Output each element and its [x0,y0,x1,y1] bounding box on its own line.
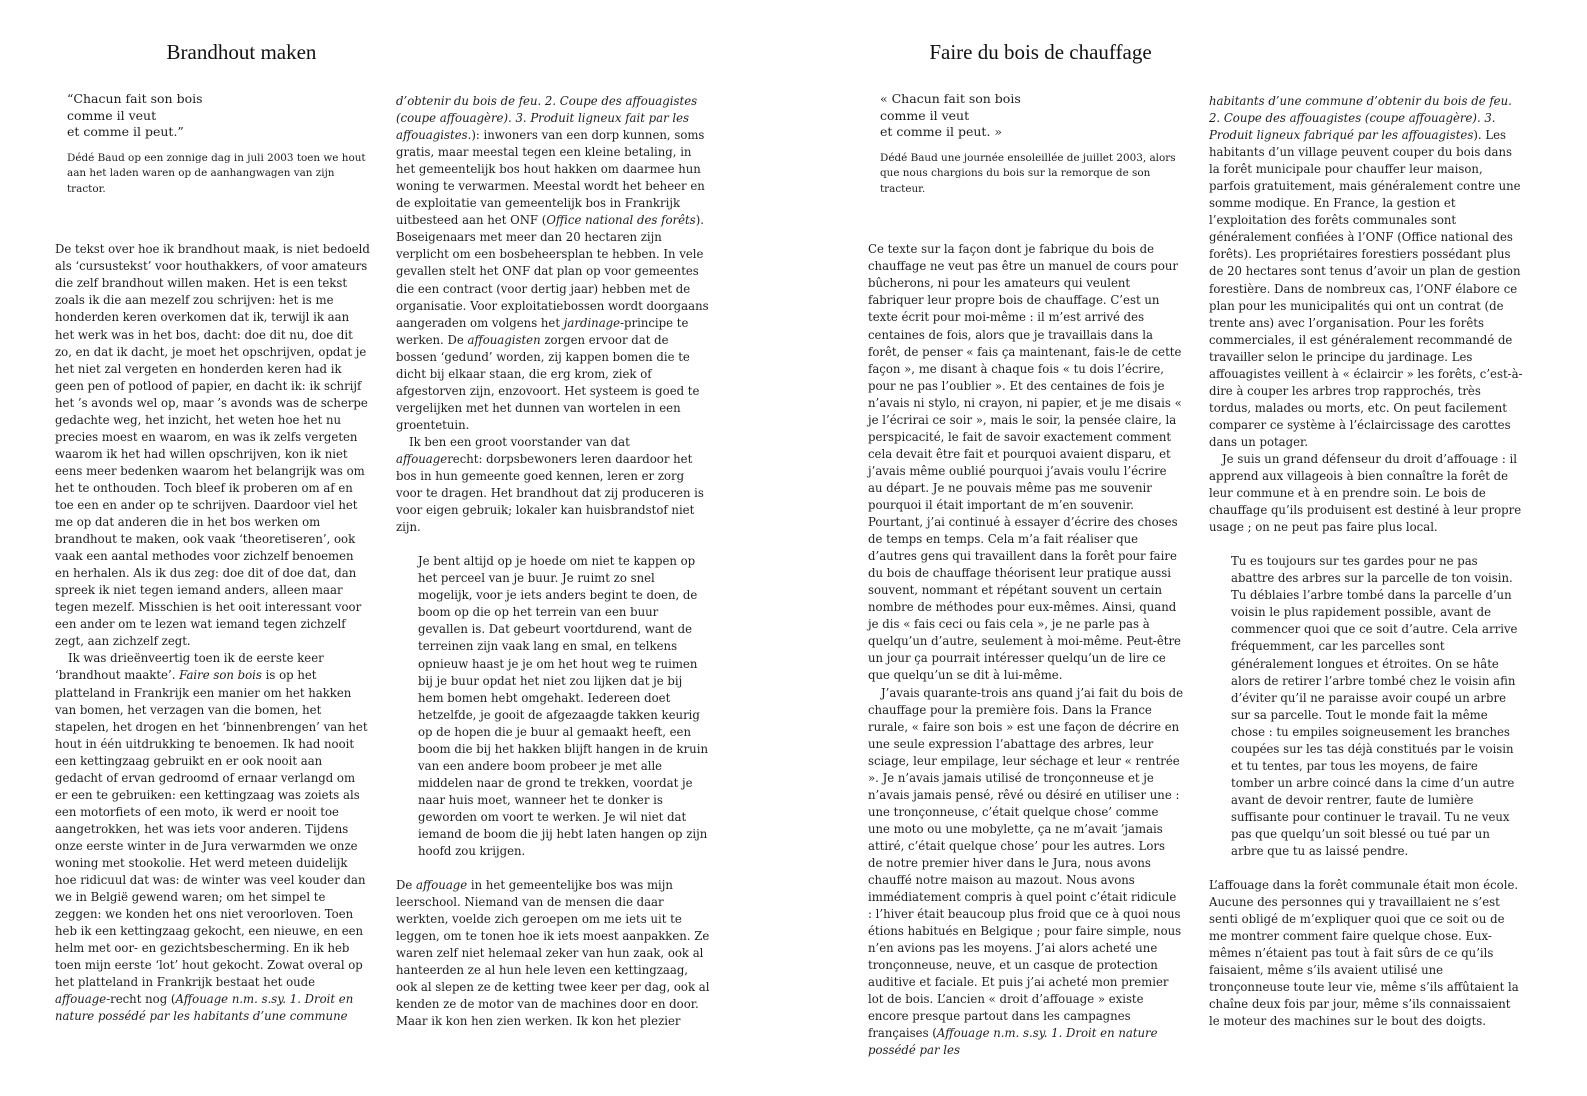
text-run: De [396,878,413,893]
spacer [396,860,711,877]
italic-term: affouage [55,992,107,1007]
left-page [0,0,793,1096]
quote-line: comme il veut [880,107,970,123]
paragraph: De tekst over hoe ik brandhout maak, is niet bedoeld als ‘cursustekst’ voor houthakkers, of voor amateurs die zelf brandhout willen maken. Het is een tekst zoals ik die aan mezelf zou schrijven: het is me honderden keren overkomen dat ik, terwijl ik aan het werk was in het bos, dacht: doe dit nu, doe dit zo, en dat ik dacht, je moet het opschrijven, opdat je het niet zal vergeten en honderden keren had ik geen pen of potlood of papier, en dacht ik: ik schrijf het ’s avonds wel op, maar ’s avonds was de scherpe gedachte weg, het inzicht, het weten hoe het nu precies moest en waarom, en was ik zelfs vergeten waarom ik het had willen opschrijven, kon ik niet eens meer bedenken waarom het belangrijk was om het te onthouden. Toch bleef ik proberen om af en toe een en ander op te schrijven. Daardoor viel het me op dat anderen die in het bos werken om brandhout te maken, ook vaak ‘theoretiseren’, ook vaak een aantal methodes voor zichzelf benoemen en herhalen. Als ik dus zeg: doe dit of doe dat, dan spreek ik niet tegen iemand anders, alleen maar tegen mezelf. Misschien is het ooit interessant voor een ander om te lezen wat iemand tegen zichzelf zegt, aan zichzelf zegt. [55,242,370,649]
italic-term: Office national des forêts [546,213,696,228]
text-run: Ik ben een groot voorstander van dat [409,434,630,449]
text-column-1 [868,91,1183,1060]
epigraph-quote [868,91,1183,141]
text-run: ): inwoners van een dorp kunnen, soms gratis, maar meestal tegen een kleine betaling, in het gemeentelijk bos hout hakken om daarmee hun woning te verwarmen. Meestal wordt het beheer en de exploitatie van gemeentelijk bos in Frankrijk uitbesteed aan het ONF ( [396,128,705,228]
spacer [1209,536,1524,553]
paragraph: Ce texte sur la façon dont je fabrique du bois de chauffage ne veut pas être un manuel de cours pour bûcherons, ni pour les amateurs qui veulent fabriquer leur propre bois de chauffage. C’est un texte écrit pour moi-même : il m’est arrivé des centaines de fois, alors que je travaillais dans la forêt, de penser « fais ça maintenant, fais-le de cette façon », me disant à chaque fois « tu dois l’écrire, pour ne pas l’oublier ». Et des centaines de fois je n’avais ni stylo, ni crayon, ni papier, et je me disais « je l’écrirai ce soir », mais le soir, la pensée claire, la perspicacité, le fait de savoir exactement comment cela devait être fait et pourquoi avaient disparu, et j’avais même oublié pourquoi j’avais voulu l’écrire au départ. Je ne pouvais même pas me souvenir pourquoi il était important de m’en souvenir. Pourtant, j’ai continué à essayer d’écrire des choses de temps en temps. Cela m’a fait réaliser que d’autres gens qui travaillent dans la forêt pour faire du bois de chauffage théorisent leur pratique aussi souvent, nommant et répétant souvent un certain nombre de méthodes pour eux-mêmes. Ainsi, quand je dis « fais ceci ou fais cela », je ne parle pas à quelqu’un d’autre, seulement à moi-même. Peut-être un jour ça pourrait intéresser quelqu’un de lire ce que quelqu’un se dit à lui-même. [868,242,1182,683]
text-column-2 [1209,93,1524,1030]
italic-term: Faire son bois [179,668,262,683]
photo-caption: Dédé Baud op een zonnige dag in juli 2003 toen we hout aan het laden waren op de aanhangwagen van zijn tractor. [67,151,366,195]
paragraph [396,877,711,1030]
text-run: zorgen ervoor dat de bossen ‘gedund’ worden, zij kappen bomen die te dicht bij elkaar staan, die erg krom, ziek of afgestorven zijn, enzovoort. Het systeem is goed te vergelijken met het dunnen van wortelen in een groentetuin. [396,332,700,432]
text-run: -principe te werken. De [396,315,689,347]
quote-line: et comme il peut. » [880,124,1003,139]
indented-block: Tu es toujours sur tes gardes pour ne pas abattre des arbres sur la parcelle de ton voisin. Tu déblaies l’arbre tombé dans la parcelle d’un voisin le plus rapidement possible, avant de commencer quoi que ce soit d’autre. Cela arrive fréquemment, car les parcelles sont généralement longues et étroites. On se hâte alors de retirer l’arbre tombé chez le voisin afin d’éviter qu’il ne paraisse avoir coupé un arbre sur sa parcelle. Tout le monde fait la même chose : tu empiles soigneusement les branches coupées sur les tas déjà constitués par le voisin et tu tentes, par tous les moyens, de faire tomber un arbre coincé dans la cime d’un autre avant de devoir rentrer, faute de lumière suffisante pour continuer le travail. Tu ne veux pas que quelqu’un soit blessé ou tué par un arbre que tu as laissé pendre. [1231,554,1518,859]
text-run: recht: dorpsbewoners leren daardoor het bos in hun gemeente goed kennen, leren er zorg voor te dragen. Het brandhout dat zij produceren is voor eigen gebruik; lokaler kan huisbrandstof niet zijn. [396,451,704,535]
text-run: ). Boseigenaars met meer dan 20 hectaren zijn verplicht om een bosbeheersplan te hebben. In vele gevallen stelt het ONF dat plan op voor gemeentes die een contract (voor dertig jaar) hebben met de organisatie. Voor exploitatiebossen wordt doorgaans aangeraden om volgens het [396,213,709,330]
paragraph [1209,93,1524,451]
paragraph: Je suis un grand défenseur du droit d’affouage : il apprend aux villageois à bien connaître la forêt de leur commune et à en prendre soin. Le bois de chauffage qu’ils produisent est destiné à leur propre usage ; on ne peut pas faire plus local. [1209,451,1522,535]
text-run: Ik was drieënveertig toen ik de eerste keer ‘brandhout maakte’. [55,651,324,683]
italic-definition: Affouage n.m. s.sy. 1. Droit en nature possédé par les habitants d’une commune [55,992,354,1024]
paragraph [868,685,1183,1060]
paragraph: L’affouage dans la forêt communale était mon école. Aucune des personnes qui y travaillaient ne s’est senti obligé de m’expliquer quoi que ce soit ou de me montrer comment faire quelque chose. Eux-mêmes n’étaient pas tout à fait sûrs de ce qu’ils faisaient, même s’ils avaient utilisé une tronçonneuse toute leur vie, même s’ils affûtaient la chaîne deux fois par jour, même s’ils connaissaient le moteur des machines sur le bout des doigts. [1209,878,1519,1029]
text-run: J’avais quarante-trois ans quand j’ai fait du bois de chauffage pour la première fois. Dans la France rurale, « faire son bois » est une façon de décrire en une seule expression l’abattage des arbres, leur sciage, leur empilage, leur séchage et leur « rentrée ». Je n’avais jamais utilisé de tronçonneuse et je n’avais jamais pensé, rêvé ou désiré en utiliser une : une tronçonneuse, c’était quelque chose’ comme une moto ou une mobylette, ça ne m’avait ’jamais attiré, c’était quelque chose’ pour les autres. Lors de notre premier hiver dans le Jura, nous avons chauffé notre maison au mazout. Nous avons immédiatement compris à quel point c’était ridicule : l’hiver était beaucoup plus froid que ce à quoi nous étions habitués en Belgique ; pour faire simple, nous n’en avions pas les moyens. J’ai alors acheté une tronçonneuse, neuve, et un casque de protection auditive et faciale. Et puis j’ai acheté mon premier lot de bois. L’ancien « droit d’affouage » existe encore presque partout dans les campagnes françaises ( [868,685,1183,1041]
quote-line: comme il veut [67,107,157,123]
italic-definition: d’obtenir du bois de feu. 2. Coupe des affouagistes (coupe affouagère). 3. Produit ligneux fait par les affouagistes. [396,94,698,143]
paragraph [396,434,711,536]
page-title: Faire du bois de chauffage [929,40,1152,64]
text-column-2 [396,93,711,1030]
text-run: ). Les habitants d’un village peuvent couper du bois dans la forêt municipale pour chauffer leur maison, parfois gratuitement, mais généralement contre une somme modique. En France, la gestion et l’exploitation des forêts communales sont généralement confiées à l’ONF (Office national des forêts). Les propriétaires forestiers possédant plus de 20 hectares sont tenus d’avoir un plan de gestion forestière. Dans de nombreux cas, l’ONF élabore ce plan pour les municipalités qui ont un contrat (de trente ans) avec l’organisation. Pour les forêts commerciales, il est généralement recommandé de travailler selon le principe du jardinage. Les affouagistes veillent à « éclaircir » les forêts, c’est-à-dire à couper les arbres trop rapprochés, très tordus, malades ou morts, etc. On peut facilement comparer ce système à l’éclaircissage des carottes dans un potager. [1209,128,1523,449]
paragraph [55,650,370,1025]
photo-caption: Dédé Baud une journée ensoleillée de juillet 2003, alors que nous chargions du bois sur la remorque de son tracteur. [880,151,1176,195]
spacer [396,536,711,553]
indented-block: Je bent altijd op je hoede om niet te kappen op het perceel van je buur. Je ruimt zo snel mogelijk, voor je iets anders begint te doen, de boom op die op het terrein van een buur gevallen is. Dat gebeurt voortdurend, want de terreinen zijn vaak lang en smal, en telkens opnieuw haast je je om het hout weg te ruimen bij je buur opdat het niet zou lijken dat je bij hem bomen hebt omgehakt. Iedereen doet hetzelfde, je gooit de afgezaagde takken keurig op de hopen die je buur al gemaakt heeft, een boom die bij het hakken blijft hangen in de kruin van een andere boom probeer je met alle middelen naar de grond te trekken, voordat je naar huis moet, wanneer het te donker is geworden om voort te werken. Je wil niet dat iemand de boom die jij hebt laten hangen op zijn hoofd zou krijgen. [418,554,708,859]
italic-definition: habitants d’une commune d’obtenir du bois de feu. 2. Coupe des affouagistes (coupe affouagère). 3. Produit ligneux fabriqué par les affouagistes [1209,94,1512,143]
italic-term: affouagisten [467,332,541,347]
right-page [794,0,1587,1096]
italic-term: affouage [396,451,448,466]
text-column-1 [55,91,370,1025]
paragraph [396,93,711,434]
text-run: is op het platteland in Frankrijk een manier om het hakken van bomen, het verzagen van die bomen, het stapelen, het drogen en het ‘binnenbrengen’ van het hout in één uitdrukking te benoemen. Ik had nooit een kettingzaag gebruikt en er ook nooit aan gedacht of ervan gedroomd of ernaar verlangd om er een te gebruiken: een kettingzaag was zoiets als een motorfiets of een moto, ik werd er nooit toe aangetrokken, het was iets voor anderen. Tijdens onze eerste winter in de Jura verwarmden we onze woning met stookolie. Het werd meteen duidelijk hoe ridicuul dat was: de winter was veel kouder dan we in België gewend waren; om het simpel te zeggen: we konden het ons niet veroorloven. Toen heb ik een kettingzaag gekocht, een nieuwe, en een helm met oor- en gezichtsbescherming. En ik heb toen mijn eerste ‘lot’ hout gekocht. Zowat overal op het platteland in Frankrijk bestaat het oude [55,668,368,990]
italic-definition: Affouage n.m. s.sy. 1. Droit en nature possédé par les [868,1026,1158,1058]
quote-line: « Chacun fait son bois [880,91,1021,106]
page-title: Brandhout maken [166,40,317,64]
epigraph-quote [55,91,370,141]
italic-term: affouage [416,878,468,893]
quote-line: “Chacun fait son bois [67,91,203,106]
text-run: -recht nog ( [106,992,176,1007]
text-run: in het gemeentelijke bos was mijn leerschool. Niemand van de mensen die daar werkten, voelde zich geroepen om me iets uit te leggen, om te tonen hoe ik iets moest aanpakken. Ze waren zelf niet helemaal zeker van hun zaak, ook al hanteerden ze al hun hele leven een kettingzaag, ook al slepen ze de ketting twee keer per dag, ook al kenden ze de motor van de machines door en door. Maar ik kon hen zien werken. Ik kon het plezier [396,878,710,1029]
quote-line: et comme il peut.” [67,124,184,139]
italic-term: jardinage [563,315,621,330]
spacer [1209,860,1524,877]
